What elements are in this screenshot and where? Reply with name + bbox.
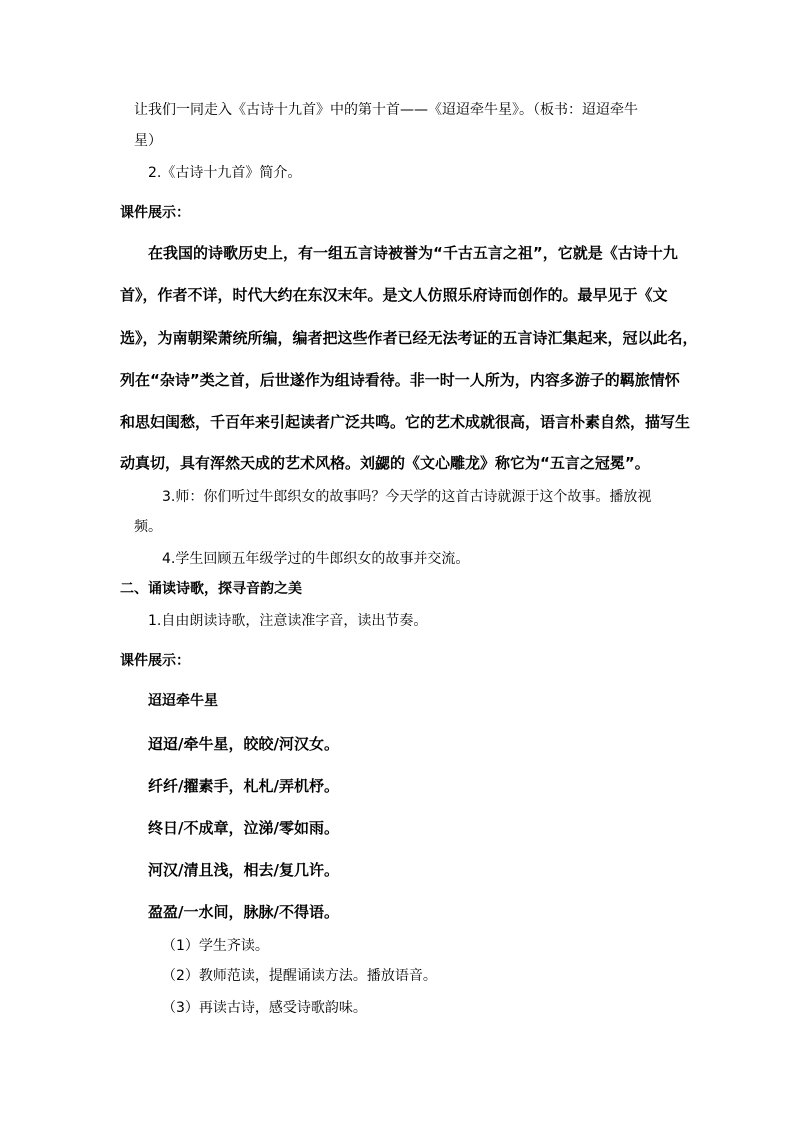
- section-2-step-1: 1.自由朗读诗歌，注意读准字音，读出节奏。: [148, 613, 428, 629]
- poem-line-3: 终日/不成章，泣涕/零如雨。: [148, 819, 339, 837]
- intro-line-2: 星）: [134, 133, 162, 149]
- section-2-heading: 二、诵读诗歌，探寻音韵之美: [120, 581, 302, 597]
- courseware-heading-2: 课件展示：: [120, 653, 190, 669]
- step-2-text: 2.《古诗十九首》简介。: [148, 165, 302, 181]
- intro-line-1: 让我们一同走入《古诗十九首》中的第十首——《迢迢牵牛星》。（板书：迢迢牵牛: [134, 102, 638, 118]
- poem-line-5: 盈盈/一水间，脉脉/不得语。: [148, 903, 339, 921]
- passage-line-5: 和思妇闺愁，千百年来引起读者广泛共鸣。它的艺术成就很高，语言朴素自然，描写生: [120, 413, 691, 431]
- courseware-heading-1: 课件展示：: [120, 205, 190, 221]
- poem-title: 迢迢牵牛星: [148, 693, 218, 709]
- reading-step-2: （2）教师范读，提醒诵读方法。播放语音。: [162, 968, 437, 984]
- step-4-text: 4.学生回顾五年级学过的牛郎织女的故事并交流。: [162, 551, 470, 567]
- passage-line-4: 列在“杂诗”类之首，后世遂作为组诗看待。非一时一人所为，内容多游子的羁旅情怀: [120, 371, 680, 389]
- step-3-line-1: 3.师：你们听过牛郎织女的故事吗？今天学的这首古诗就源于这个故事。播放视: [162, 489, 652, 505]
- passage-line-3: 选》，为南朝梁萧统所编，编者把这些作者已经无法考证的五言诗汇集起来，冠以此名，: [120, 329, 698, 347]
- passage-line-2: 首》，作者不详，时代大约在东汉末年。是文人仿照乐府诗而创作的。最早见于《文: [120, 286, 668, 304]
- poem-line-4: 河汉/清且浅，相去/复几许。: [148, 861, 339, 879]
- reading-step-3: （3）再读古诗，感受诗歌韵味。: [162, 1000, 367, 1016]
- passage-line-1: 在我国的诗歌历史上，有一组五言诗被誉为“千古五言之祖”，它就是《古诗十九: [148, 244, 678, 262]
- reading-step-1: （1）学生齐读。: [162, 938, 269, 954]
- step-3-line-2: 频。: [134, 519, 162, 535]
- poem-line-1: 迢迢/牵牛星，皎皎/河汉女。: [148, 735, 339, 753]
- poem-line-2: 纤纤/擢素手，札札/弄机杼。: [148, 777, 339, 795]
- passage-line-6: 动真切，具有浑然天成的艺术风格。刘勰的《文心雕龙》称它为“五言之冠冕”。: [120, 454, 650, 472]
